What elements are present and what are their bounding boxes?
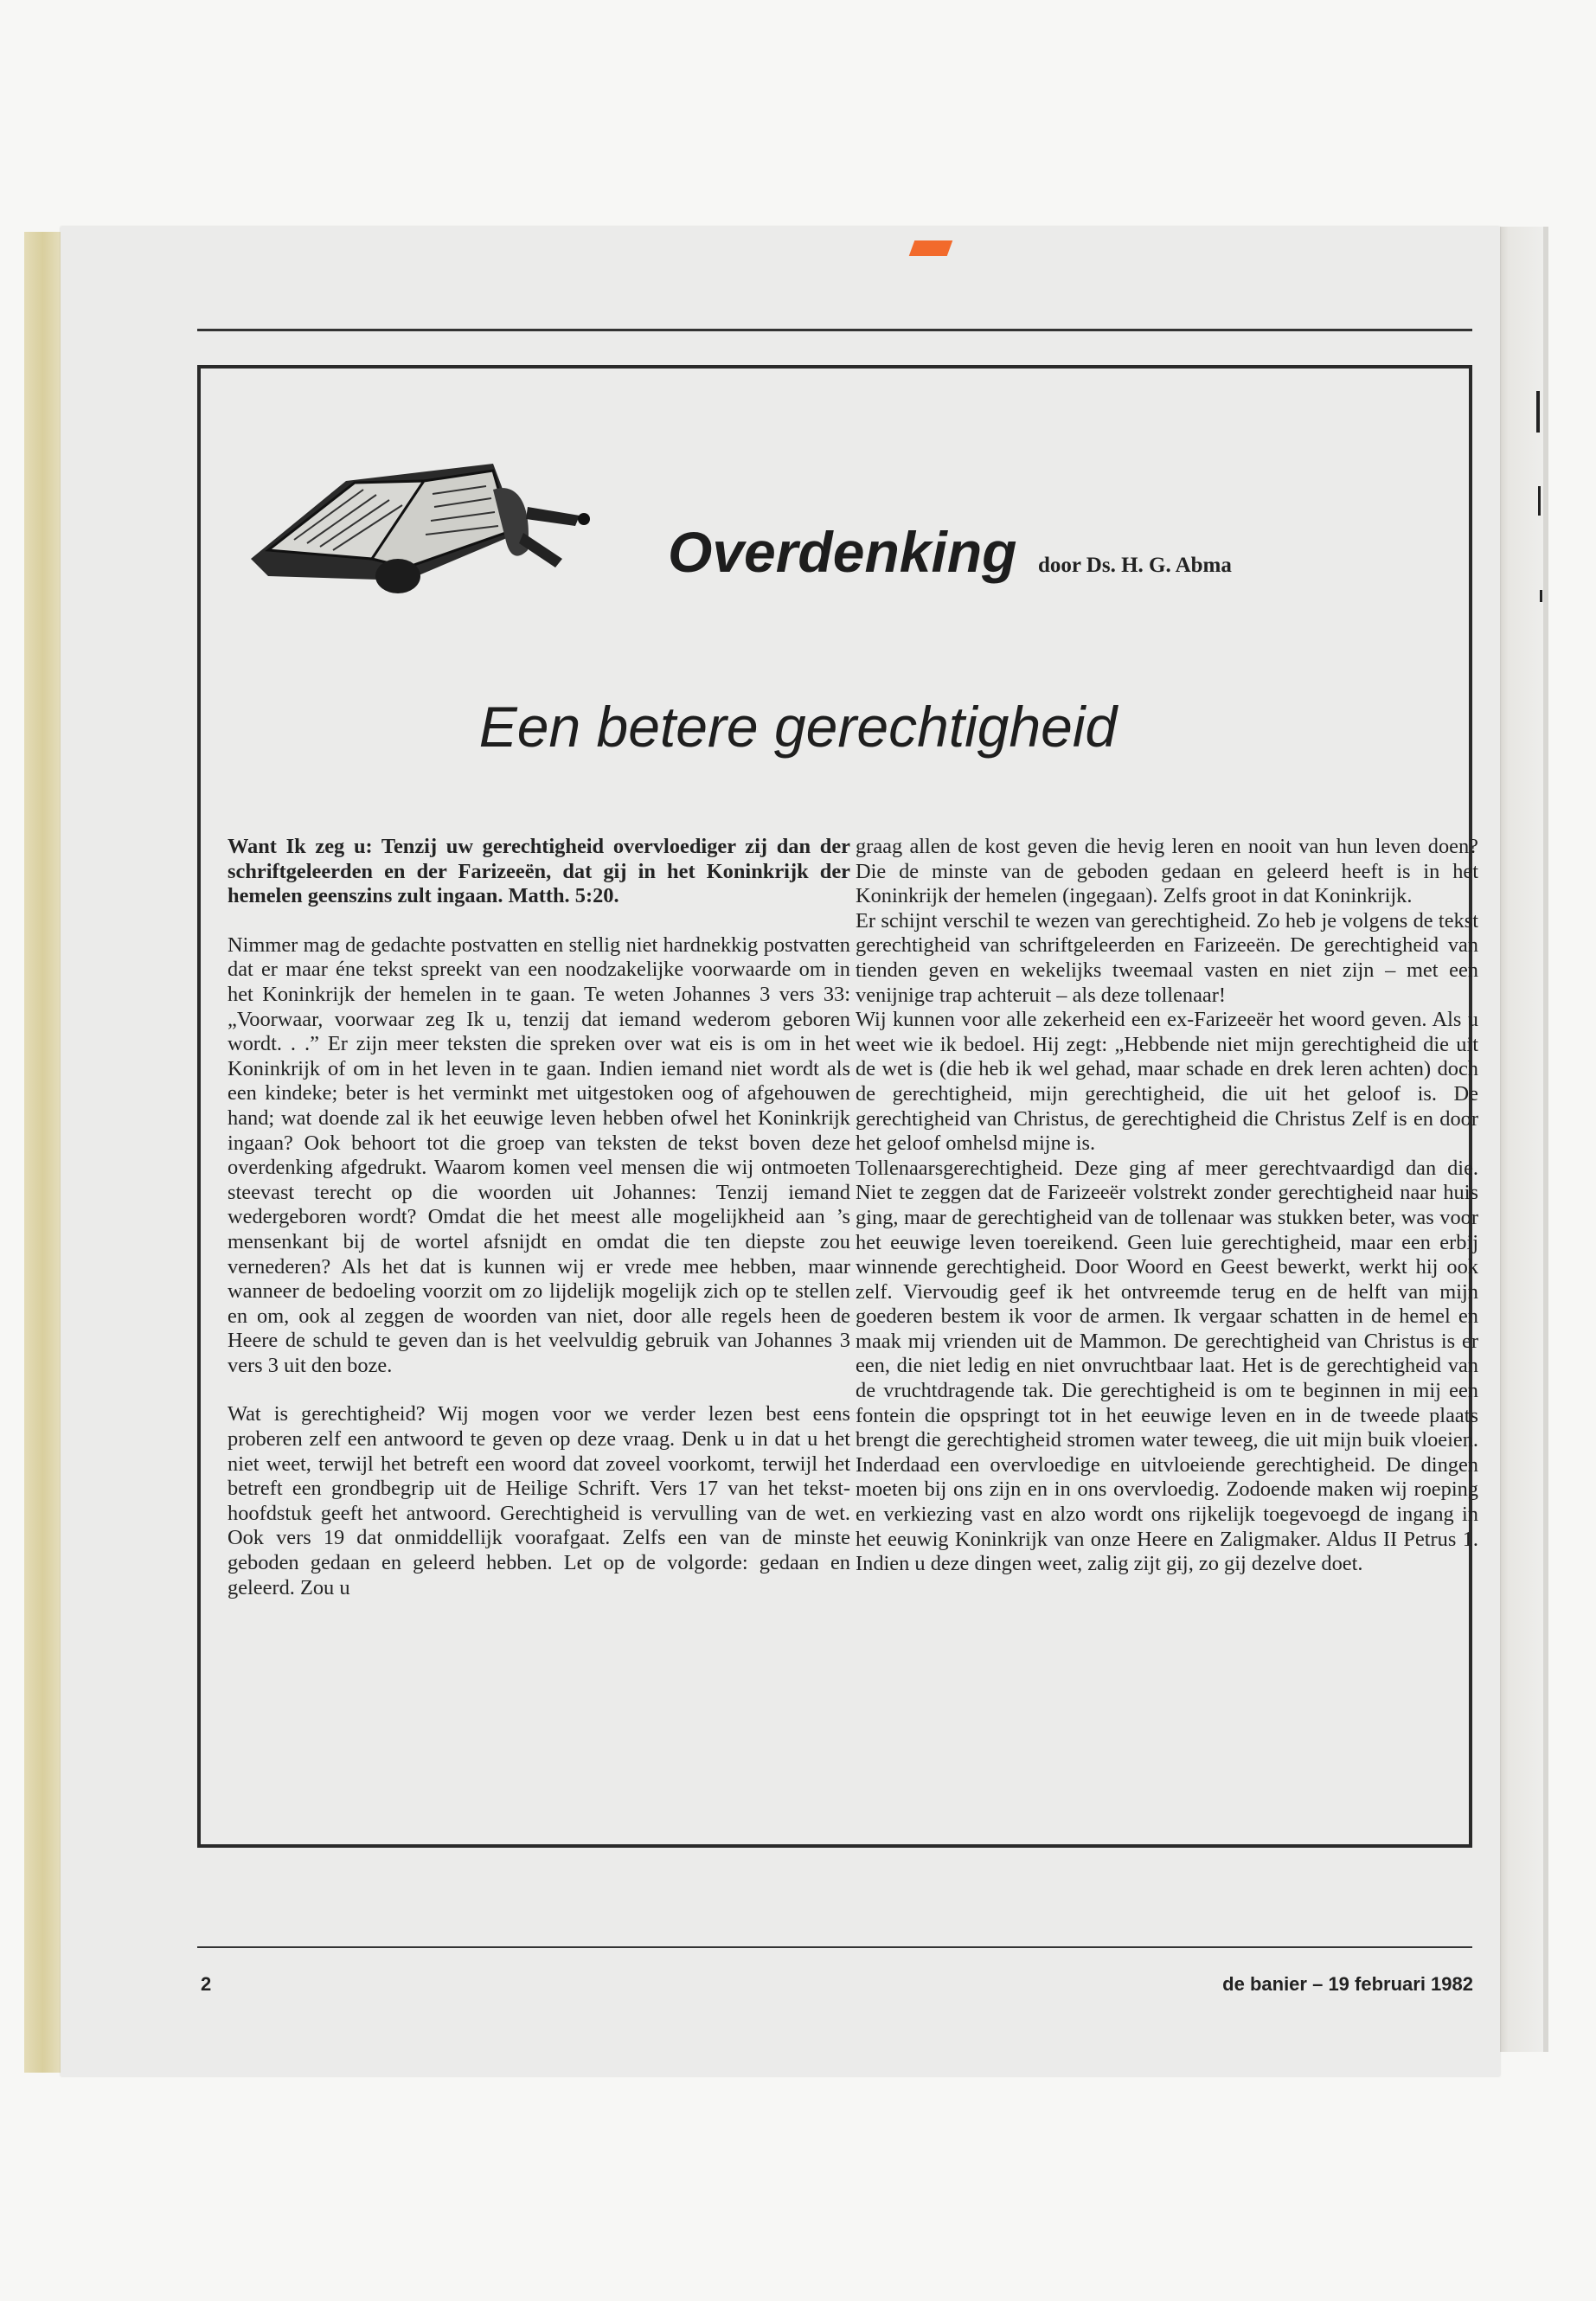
right-column (856, 835, 1478, 1577)
section-title: Overdenking (668, 520, 1017, 584)
scripture-quote: Want Ik zeg u: Tenzij uw gerechtigheid overvloediger zij dan der schriftgeleerden en der Farizeeën, dat gij in het Koninkrijk der hemelen geenszins zult ingaan. Matth. 5:20. (228, 835, 850, 908)
publication-footer: de banier – 19 februari 1982 (1222, 1973, 1473, 1995)
body-paragraph: Er schijnt verschil te wezen van gerechtigheid. Zo heb je volgens de tekst gerechtigheid van schriftgeleerden en Farizeeën. De gerechtigheid van tienden geven en wekelijks tweemaal vasten en niet zijn – met een venijnige trap achteruit – als deze tollenaar! (856, 908, 1478, 1007)
author-byline: door Ds. H. G. Abma (1038, 554, 1232, 577)
next-page-ink-mark (1536, 391, 1540, 433)
page-number: 2 (201, 1973, 212, 1995)
binding-edge (24, 232, 66, 2073)
body-paragraph: Wij kunnen voor alle zekerheid een ex-Farizeeër het woord geven. Als u weet wie ik bedoel. Hij zegt: „Hebbende niet mijn gerechtigheid die uit de wet is (die heb ik wel gehad, maar schade en drek leren achten) doch de gerechtigheid, mijn gerechtigheid, die uit het geloof is. De gerechtigheid van Christus, de gerechtigheid die Christus Zelf is en door het geloof omhelsd mijne is. (856, 1008, 1478, 1156)
body-paragraph: Wat is gerechtigheid? Wij mogen voor we verder lezen best eens proberen zelf een antwoord te geven op deze vraag. Denk u in dat u het niet weet, terwijl het betreft een woord dat zoveel voorkomt, terwijl het betreft een grondbegrip uit de Heilige Schrift. Vers 17 van het tekst-hoofdstuk geeft het antwoord. Gerechtigheid is vervulling van de wet. Ook vers 19 dat onmiddellijk voorafgaat. Zelfs een van de minste geboden gedaan en geleerd hebben. Let op de volgorde: gedaan en geleerd. Zou u (228, 1402, 850, 1599)
next-page-ink-mark (1540, 590, 1542, 602)
open-book-icon (234, 429, 623, 602)
top-rule (197, 329, 1472, 331)
next-page-border (1543, 227, 1548, 2052)
next-page-ink-mark (1538, 486, 1541, 516)
body-paragraph: graag allen de kost geven die hevig leren en nooit van hun leven doen? Die de minste van de geboden gedaan en geleerd heeft is in het Koninkrijk der hemelen (ingegaan). Zelfs groot in dat Koninkrijk. (856, 835, 1478, 908)
next-page-edge (1495, 227, 1548, 2052)
body-paragraph: Nimmer mag de gedachte postvatten en stellig niet hardnekkig postvatten dat er maar éne tekst spreekt van een noodzakelijke voorwaarde om in het Koninkrijk der hemelen in te gaan. Te weten Johannes 3 vers 33: „Voorwaar, voorwaar zeg Ik u, tenzij dat iemand wederom geboren wordt. . .” Er zijn meer teksten die spreken over wat eis is om in het Koninkrijk of om in het leven in te gaan. Indien iemand niet wordt als een kindeke; beter is het verminkt met uitgestoken oog of afgehouwen hand; wat doende zal ik het eeuwige leven hebben ofwel het Koninkrijk ingaan? Ook behoort tot die groep van teksten de tekst boven deze overdenking afgedrukt. Waarom komen veel mensen die wij ontmoeten steevast terecht op die woorden uit Johannes: Tenzij iemand wedergeboren wordt? Omdat die het meest alle mogelijkheid aan ’s mensenkant bij de wortel afsnijdt en omdat die ten diepste zou vernederen? Als het dat is kunnen wij er vrede mee hebben, maar wanneer de bedoeling voorzit om zo lijdelijk mogelijk zich op te stellen en om, ook al zeggen de woorden van niet, door alle regels heen de Heere de schuld te geven dan is het veelvuldig gebruik van Johannes 3 vers 3 uit den boze. (228, 933, 850, 1377)
orange-tab-marker (909, 240, 953, 256)
footer-rule (197, 1946, 1472, 1948)
left-column (228, 835, 850, 1600)
body-paragraph: Tollenaarsgerechtigheid. Deze ging af meer gerechtvaardigd dan die. Niet te zeggen dat de Farizeeër volstrekt zonder gerechtigheid naar huis ging, maar de gerechtigheid van de tollenaar was stukken beter, was voor het eeuwige leven toereikend. Geen luie gerechtigheid, maar een erbij winnende gerechtigheid. Door Woord en Geest bewerkt, werkt hij ook zelf. Viervoudig geef ik het ontvreemde terug en de helft van mijn goederen bestem ik voor de armen. Ik vergaar schatten in de hemel en maak mij vrienden uit de Mammon. De gerechtigheid van Christus is er een, die niet ledig en niet onvruchtbaar laat. Het is de gerechtigheid van de vruchtdragende tak. Die gerechtigheid is om te beginnen in mij een fontein die opspringt tot in het eeuwige leven en in de tweede plaats brengt die gerechtigheid stromen water teweeg, die uit mijn buik vloeien. Inderdaad een overvloedige en uitvloeiende gerechtigheid. De dingen moeten bij ons zijn en in ons overvloedig. Zodoende maken wij roeping en verkiezing vast en alzo wordt ons rijkelijk toegevoegd de ingang in het eeuwig Koninkrijk van onze Heere en Zaligmaker. Aldus II Petrus 1. Indien u deze dingen weet, zalig zijt gij, zo gij dezelve doet. (856, 1156, 1478, 1576)
article-title: Een betere gerechtigheid (478, 695, 1118, 759)
